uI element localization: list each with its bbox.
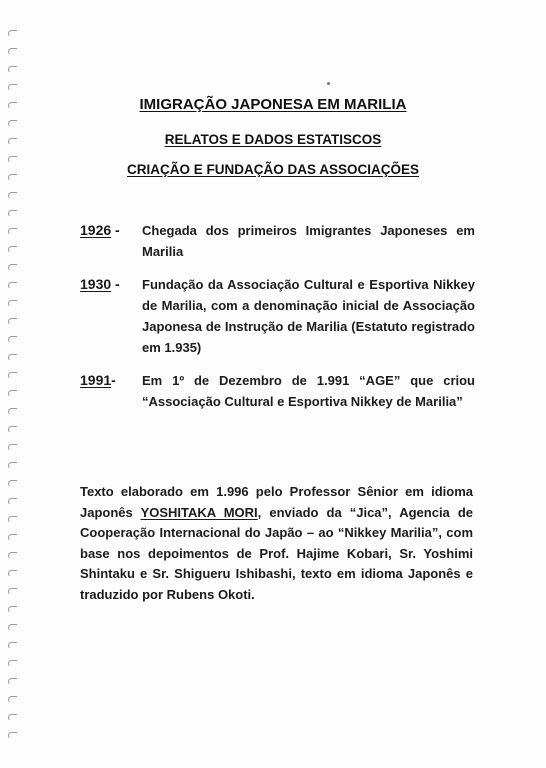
- timeline-entry-1926: [80, 220, 475, 262]
- timeline-text: Em 1º de Dezembro de 1.991 “AGE” que criou “Associação Cultural e Esportiva Nikkey de Marilia”: [142, 373, 475, 409]
- timeline-entry-1991: [80, 370, 475, 412]
- credits-paragraph: [80, 482, 473, 605]
- document-title: IMIGRAÇÃO JAPONESA EM MARILIA: [139, 96, 407, 113]
- timeline-entry-1930: [80, 274, 475, 358]
- timeline-year: 1991-: [80, 372, 116, 388]
- credits-author: YOSHITAKA MORI: [140, 504, 258, 520]
- scan-dot: [327, 82, 330, 85]
- credits-text-start: Texto elaborado em 1.996 pelo Professor Sênior em idioma Japonês: [80, 484, 473, 520]
- credits-text-end: , enviado da “Jica”, Agencia de Cooperação Internacional do Japão – ao “Nikkey Marilia”, com base nos depoimentos de Prof. Hajime Kobari, Sr. Yoshimi Shintaku e Sr. Shigueru Ishibashi, texto em idioma Japonês e traduzido por Rubens Okoti.: [80, 504, 473, 602]
- timeline-text: Fundação da Associação Cultural e Esportiva Nikkey de Marilia, com a denominação inicial de Associação Japonesa de Instrução de Marilia (Estatuto registrado em 1.935): [142, 277, 475, 355]
- timeline-year: 1926 -: [80, 222, 120, 238]
- document-subtitle-associations: CRIAÇÃO E FUNDAÇÃO DAS ASSOCIAÇÕES: [126, 162, 420, 177]
- document-subtitle-stats: RELATOS E DADOS ESTATISCOS: [164, 132, 382, 147]
- timeline-year: 1930 -: [80, 276, 120, 292]
- timeline-list: [80, 220, 475, 424]
- timeline-text: Chegada dos primeiros Imigrantes Japoneses em Marilia: [142, 223, 475, 259]
